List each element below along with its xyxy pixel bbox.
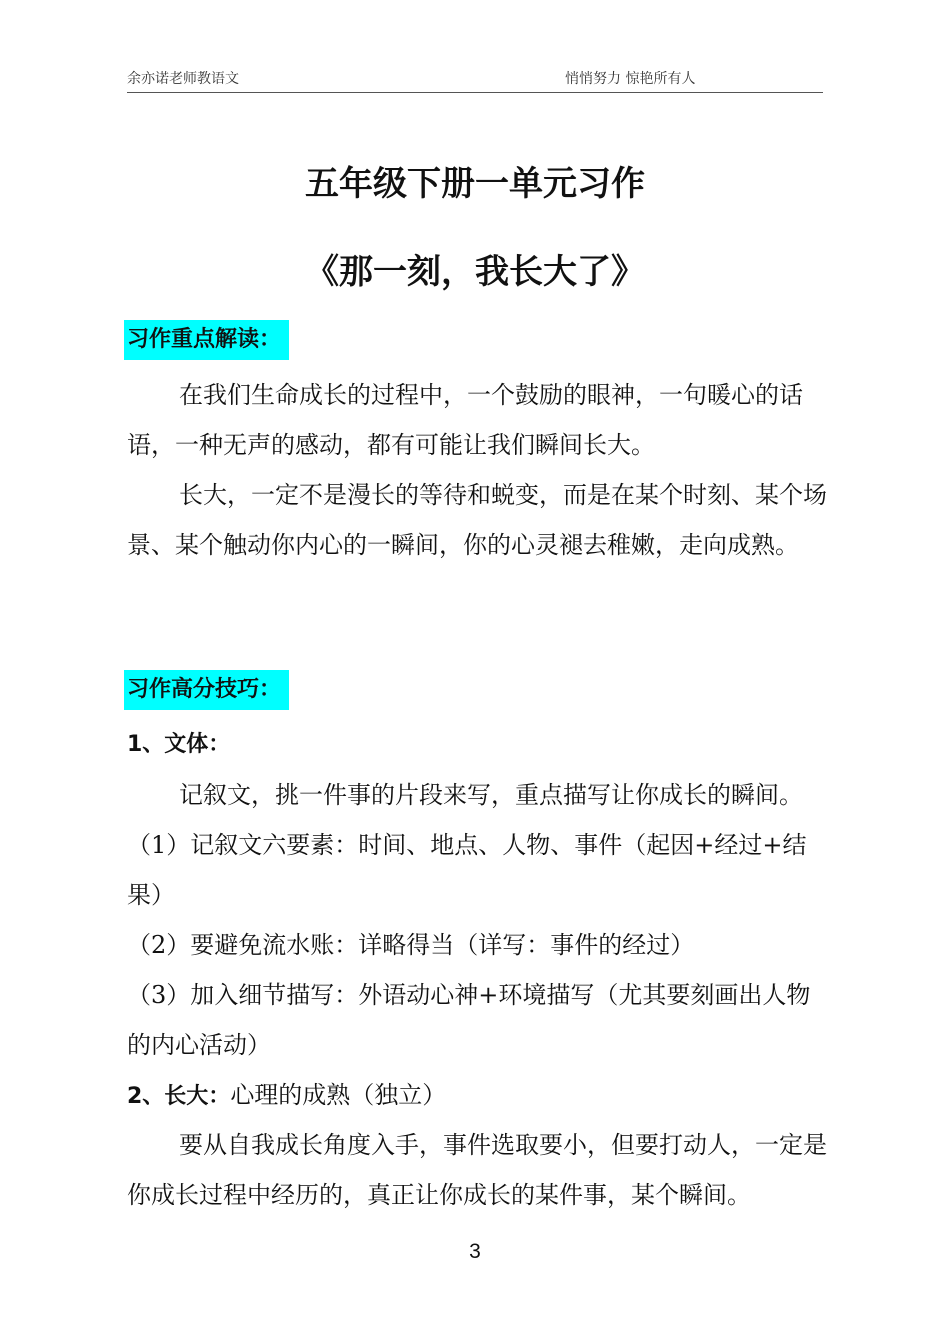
item-2-line: [127, 1070, 827, 1122]
section-heading-tips: 习作高分技巧：: [124, 670, 289, 710]
point-2: （2）要避免流水账：详略得当（详写：事件的经过）: [127, 931, 695, 959]
page-number: 3: [469, 1240, 481, 1263]
point-3: （3）加入细节描写：外语动心神+环境描写（尤其要刻画出人物的内心活动）: [127, 981, 811, 1059]
header-divider: [127, 92, 823, 93]
paragraph-2: 长大，一定不是漫长的等待和蜕变，而是在某个时刻、某个场景、某个触动你内心的一瞬间，你的心灵褪去稚嫩，走向成熟。: [127, 481, 827, 559]
section-heading-key-points: 习作重点解读：: [124, 320, 289, 360]
point-1: （1）记叙文六要素：时间、地点、人物、事件（起因+经过+结果）: [127, 831, 807, 909]
page-header: [127, 68, 823, 90]
item-2-note: 心理的成熟（独立）: [230, 1081, 447, 1109]
item-1-text: 记叙文，挑一件事的片段来写，重点描写让你成长的瞬间。: [179, 781, 803, 809]
item-2-text: 要从自我成长角度入手，事件选取要小，但要打动人，一定是你成长过程中经历的，真正让你成长的某件事，某个瞬间。: [127, 1131, 827, 1209]
header-right-text: 悄悄努力 惊艳所有人: [565, 71, 696, 87]
paragraph-1: 在我们生命成长的过程中，一个鼓励的眼神，一句暖心的话语，一种无声的感动，都有可能让我们瞬间长大。: [127, 381, 803, 459]
item-1-title: 1、文体：: [127, 732, 231, 757]
document-title: 五年级下册一单元习作: [305, 164, 645, 204]
header-left-text: 余亦诺老师教语文: [127, 71, 239, 87]
item-2-title: 2、长大：: [127, 1084, 231, 1109]
document-subtitle: 《那一刻，我长大了》: [305, 252, 645, 292]
